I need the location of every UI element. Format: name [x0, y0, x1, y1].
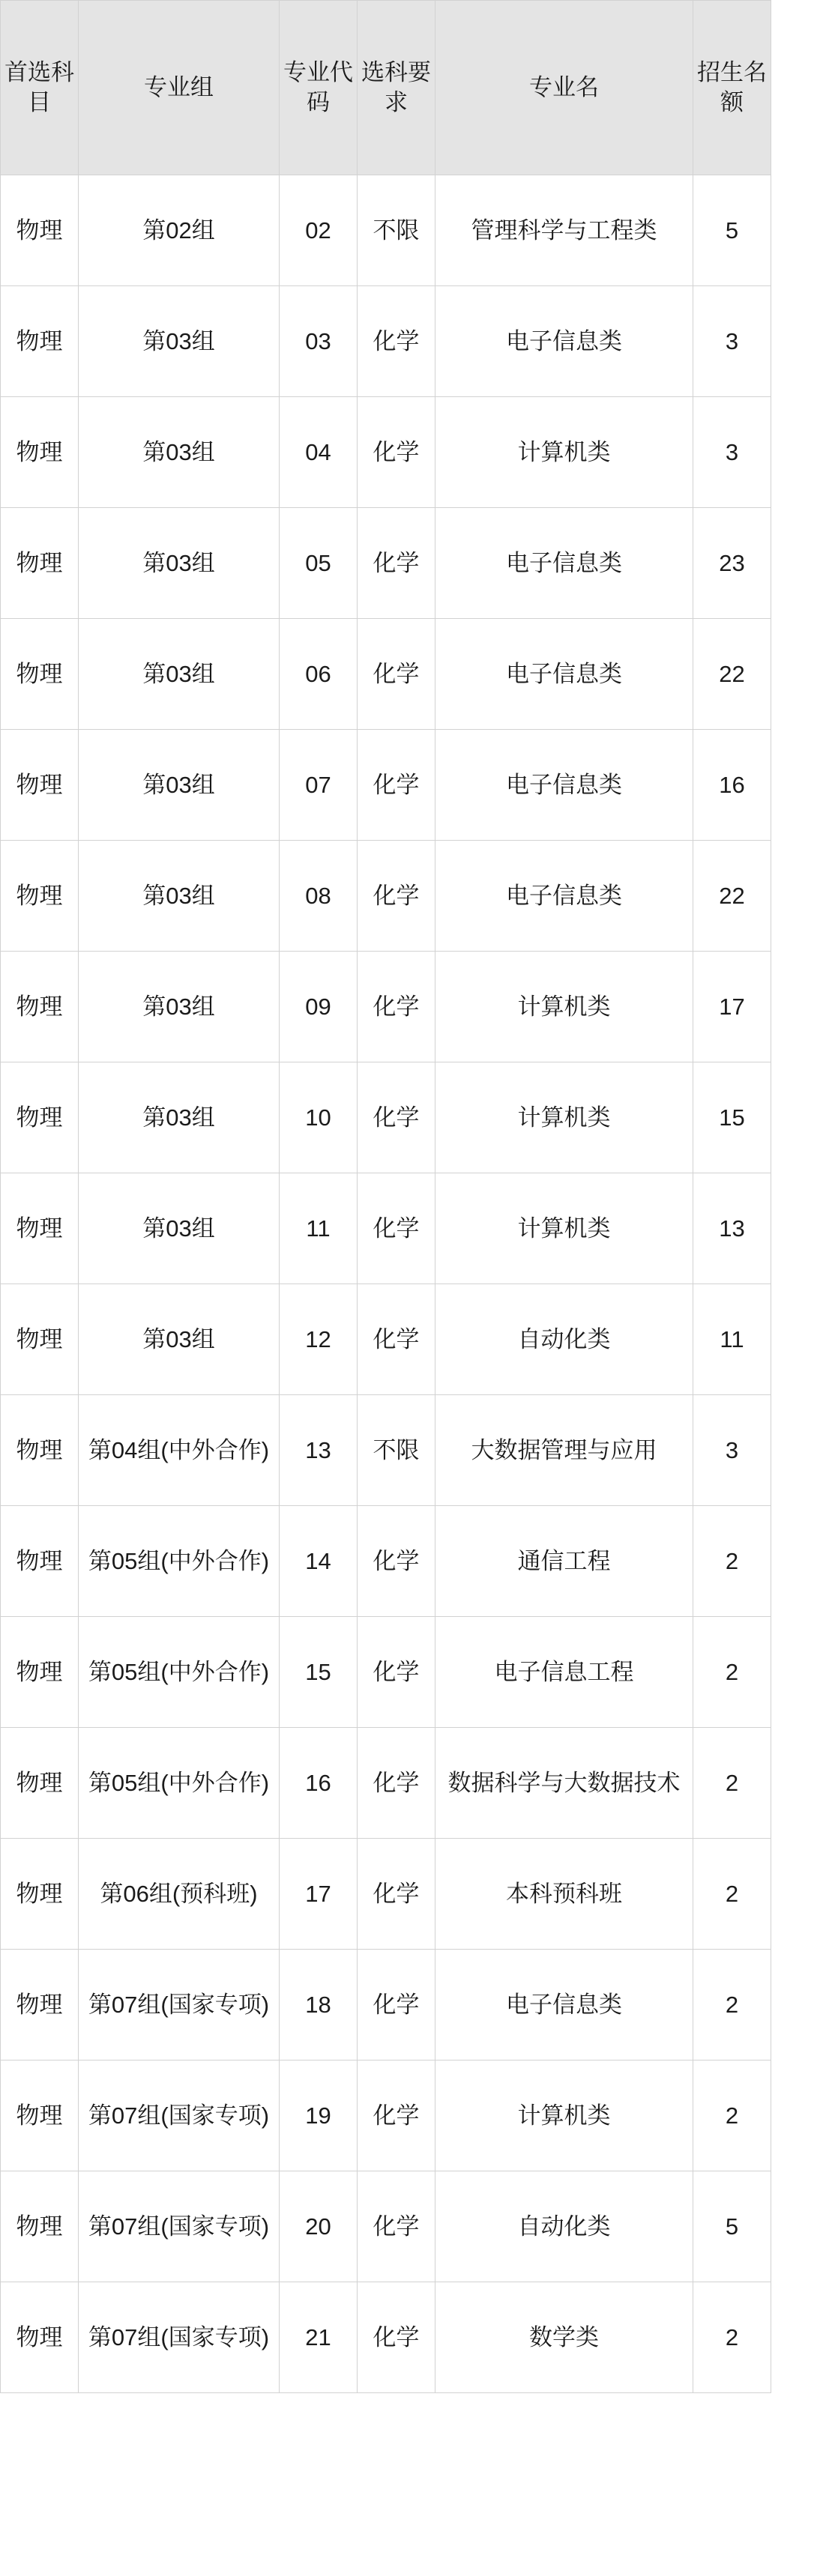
- cell-subject-requirement: 化学: [358, 1728, 435, 1839]
- table-header-row: [1, 1, 771, 175]
- cell-major-name: 自动化类: [435, 2171, 693, 2282]
- cell-major-group: 第03组: [79, 841, 280, 952]
- cell-major-code: 12: [280, 1284, 358, 1395]
- cell-major-code: 17: [280, 1839, 358, 1950]
- cell-subject-requirement: 化学: [358, 1506, 435, 1617]
- column-header-quota: 招生名额: [693, 1, 771, 175]
- table-row: [1, 1728, 771, 1839]
- cell-major-group: 第02组: [79, 175, 280, 286]
- cell-subject: 物理: [1, 2282, 79, 2393]
- cell-major-name: 计算机类: [435, 397, 693, 508]
- cell-major-code: 13: [280, 1395, 358, 1506]
- cell-major-name: 电子信息类: [435, 841, 693, 952]
- cell-quota: 13: [693, 1173, 771, 1284]
- column-header-major-code: 专业代码: [280, 1, 358, 175]
- cell-major-code: 09: [280, 952, 358, 1062]
- cell-major-name: 电子信息类: [435, 619, 693, 730]
- cell-major-code: 03: [280, 286, 358, 397]
- cell-major-group: 第03组: [79, 286, 280, 397]
- cell-major-code: 10: [280, 1062, 358, 1173]
- cell-subject: 物理: [1, 1062, 79, 1173]
- cell-major-name: 电子信息类: [435, 286, 693, 397]
- cell-major-name: 电子信息类: [435, 730, 693, 841]
- cell-major-name: 计算机类: [435, 2061, 693, 2171]
- cell-major-name: 数学类: [435, 2282, 693, 2393]
- table-row: [1, 841, 771, 952]
- cell-major-group: 第05组(中外合作): [79, 1506, 280, 1617]
- cell-quota: 2: [693, 1617, 771, 1728]
- table-row: [1, 508, 771, 619]
- cell-subject: 物理: [1, 1506, 79, 1617]
- cell-major-name: 大数据管理与应用: [435, 1395, 693, 1506]
- table-row: [1, 1950, 771, 2061]
- cell-major-name: 计算机类: [435, 1173, 693, 1284]
- cell-quota: 22: [693, 841, 771, 952]
- cell-major-code: 11: [280, 1173, 358, 1284]
- cell-major-code: 14: [280, 1506, 358, 1617]
- cell-major-code: 19: [280, 2061, 358, 2171]
- table-row: [1, 952, 771, 1062]
- cell-quota: 16: [693, 730, 771, 841]
- cell-quota: 15: [693, 1062, 771, 1173]
- cell-major-group: 第03组: [79, 619, 280, 730]
- cell-quota: 3: [693, 397, 771, 508]
- table-header: [1, 1, 771, 175]
- cell-subject-requirement: 化学: [358, 1062, 435, 1173]
- cell-major-code: 15: [280, 1617, 358, 1728]
- cell-subject: 物理: [1, 286, 79, 397]
- cell-major-group: 第06组(预科班): [79, 1839, 280, 1950]
- cell-quota: 5: [693, 2171, 771, 2282]
- cell-major-name: 计算机类: [435, 1062, 693, 1173]
- table-row: [1, 1395, 771, 1506]
- cell-subject: 物理: [1, 1839, 79, 1950]
- table-row: [1, 397, 771, 508]
- table-row: [1, 1284, 771, 1395]
- cell-subject-requirement: 不限: [358, 175, 435, 286]
- cell-subject-requirement: 化学: [358, 2061, 435, 2171]
- column-header-major-group: 专业组: [79, 1, 280, 175]
- cell-major-code: 18: [280, 1950, 358, 2061]
- cell-major-group: 第05组(中外合作): [79, 1617, 280, 1728]
- cell-quota: 3: [693, 1395, 771, 1506]
- table-row: [1, 2061, 771, 2171]
- cell-quota: 2: [693, 1839, 771, 1950]
- cell-major-name: 电子信息类: [435, 508, 693, 619]
- cell-quota: 2: [693, 1950, 771, 2061]
- column-header-subject: 首选科目: [1, 1, 79, 175]
- cell-subject-requirement: 化学: [358, 508, 435, 619]
- cell-major-group: 第07组(国家专项): [79, 2282, 280, 2393]
- cell-subject-requirement: 化学: [358, 1284, 435, 1395]
- cell-major-group: 第03组: [79, 1284, 280, 1395]
- cell-major-code: 02: [280, 175, 358, 286]
- cell-subject-requirement: 化学: [358, 1950, 435, 2061]
- cell-major-code: 07: [280, 730, 358, 841]
- table-row: [1, 1506, 771, 1617]
- cell-subject: 物理: [1, 1284, 79, 1395]
- table-row: [1, 1062, 771, 1173]
- cell-subject-requirement: 化学: [358, 1839, 435, 1950]
- cell-subject: 物理: [1, 1950, 79, 2061]
- cell-major-name: 数据科学与大数据技术: [435, 1728, 693, 1839]
- table-row: [1, 730, 771, 841]
- cell-major-group: 第03组: [79, 730, 280, 841]
- cell-major-name: 计算机类: [435, 952, 693, 1062]
- cell-major-name: 电子信息工程: [435, 1617, 693, 1728]
- cell-major-code: 20: [280, 2171, 358, 2282]
- cell-major-name: 电子信息类: [435, 1950, 693, 2061]
- table-row: [1, 619, 771, 730]
- cell-major-code: 04: [280, 397, 358, 508]
- cell-quota: 23: [693, 508, 771, 619]
- cell-major-group: 第05组(中外合作): [79, 1728, 280, 1839]
- cell-subject: 物理: [1, 1173, 79, 1284]
- cell-major-name: 管理科学与工程类: [435, 175, 693, 286]
- table-row: [1, 2282, 771, 2393]
- cell-major-code: 16: [280, 1728, 358, 1839]
- cell-subject-requirement: 化学: [358, 1173, 435, 1284]
- cell-major-code: 06: [280, 619, 358, 730]
- cell-major-group: 第03组: [79, 1062, 280, 1173]
- cell-subject-requirement: 化学: [358, 730, 435, 841]
- table-row: [1, 2171, 771, 2282]
- cell-subject-requirement: 化学: [358, 619, 435, 730]
- cell-quota: 2: [693, 1728, 771, 1839]
- table-body: [1, 175, 771, 2393]
- table-row: [1, 1617, 771, 1728]
- cell-major-group: 第07组(国家专项): [79, 2061, 280, 2171]
- cell-subject: 物理: [1, 952, 79, 1062]
- cell-subject-requirement: 不限: [358, 1395, 435, 1506]
- table-row: [1, 286, 771, 397]
- cell-subject: 物理: [1, 1617, 79, 1728]
- cell-major-code: 08: [280, 841, 358, 952]
- cell-quota: 2: [693, 1506, 771, 1617]
- cell-quota: 11: [693, 1284, 771, 1395]
- cell-subject: 物理: [1, 508, 79, 619]
- cell-major-group: 第04组(中外合作): [79, 1395, 280, 1506]
- cell-subject: 物理: [1, 2171, 79, 2282]
- table-row: [1, 1173, 771, 1284]
- cell-subject: 物理: [1, 1728, 79, 1839]
- cell-major-name: 自动化类: [435, 1284, 693, 1395]
- cell-subject-requirement: 化学: [358, 2282, 435, 2393]
- cell-major-group: 第07组(国家专项): [79, 1950, 280, 2061]
- table-row: [1, 1839, 771, 1950]
- cell-major-code: 21: [280, 2282, 358, 2393]
- cell-major-name: 本科预科班: [435, 1839, 693, 1950]
- cell-subject: 物理: [1, 175, 79, 286]
- cell-quota: 3: [693, 286, 771, 397]
- cell-major-group: 第07组(国家专项): [79, 2171, 280, 2282]
- cell-quota: 2: [693, 2061, 771, 2171]
- cell-subject: 物理: [1, 2061, 79, 2171]
- column-header-major-name: 专业名: [435, 1, 693, 175]
- cell-subject-requirement: 化学: [358, 952, 435, 1062]
- cell-major-group: 第03组: [79, 952, 280, 1062]
- cell-subject: 物理: [1, 730, 79, 841]
- cell-major-group: 第03组: [79, 397, 280, 508]
- cell-subject: 物理: [1, 1395, 79, 1506]
- cell-subject: 物理: [1, 619, 79, 730]
- cell-major-code: 05: [280, 508, 358, 619]
- cell-quota: 5: [693, 175, 771, 286]
- cell-major-name: 通信工程: [435, 1506, 693, 1617]
- cell-quota: 22: [693, 619, 771, 730]
- cell-subject-requirement: 化学: [358, 397, 435, 508]
- cell-major-group: 第03组: [79, 1173, 280, 1284]
- cell-major-group: 第03组: [79, 508, 280, 619]
- cell-subject-requirement: 化学: [358, 2171, 435, 2282]
- cell-subject: 物理: [1, 841, 79, 952]
- table-row: [1, 175, 771, 286]
- cell-subject-requirement: 化学: [358, 286, 435, 397]
- cell-subject-requirement: 化学: [358, 841, 435, 952]
- cell-subject: 物理: [1, 397, 79, 508]
- cell-subject-requirement: 化学: [358, 1617, 435, 1728]
- cell-quota: 17: [693, 952, 771, 1062]
- cell-quota: 2: [693, 2282, 771, 2393]
- column-header-subject-requirement: 选科要求: [358, 1, 435, 175]
